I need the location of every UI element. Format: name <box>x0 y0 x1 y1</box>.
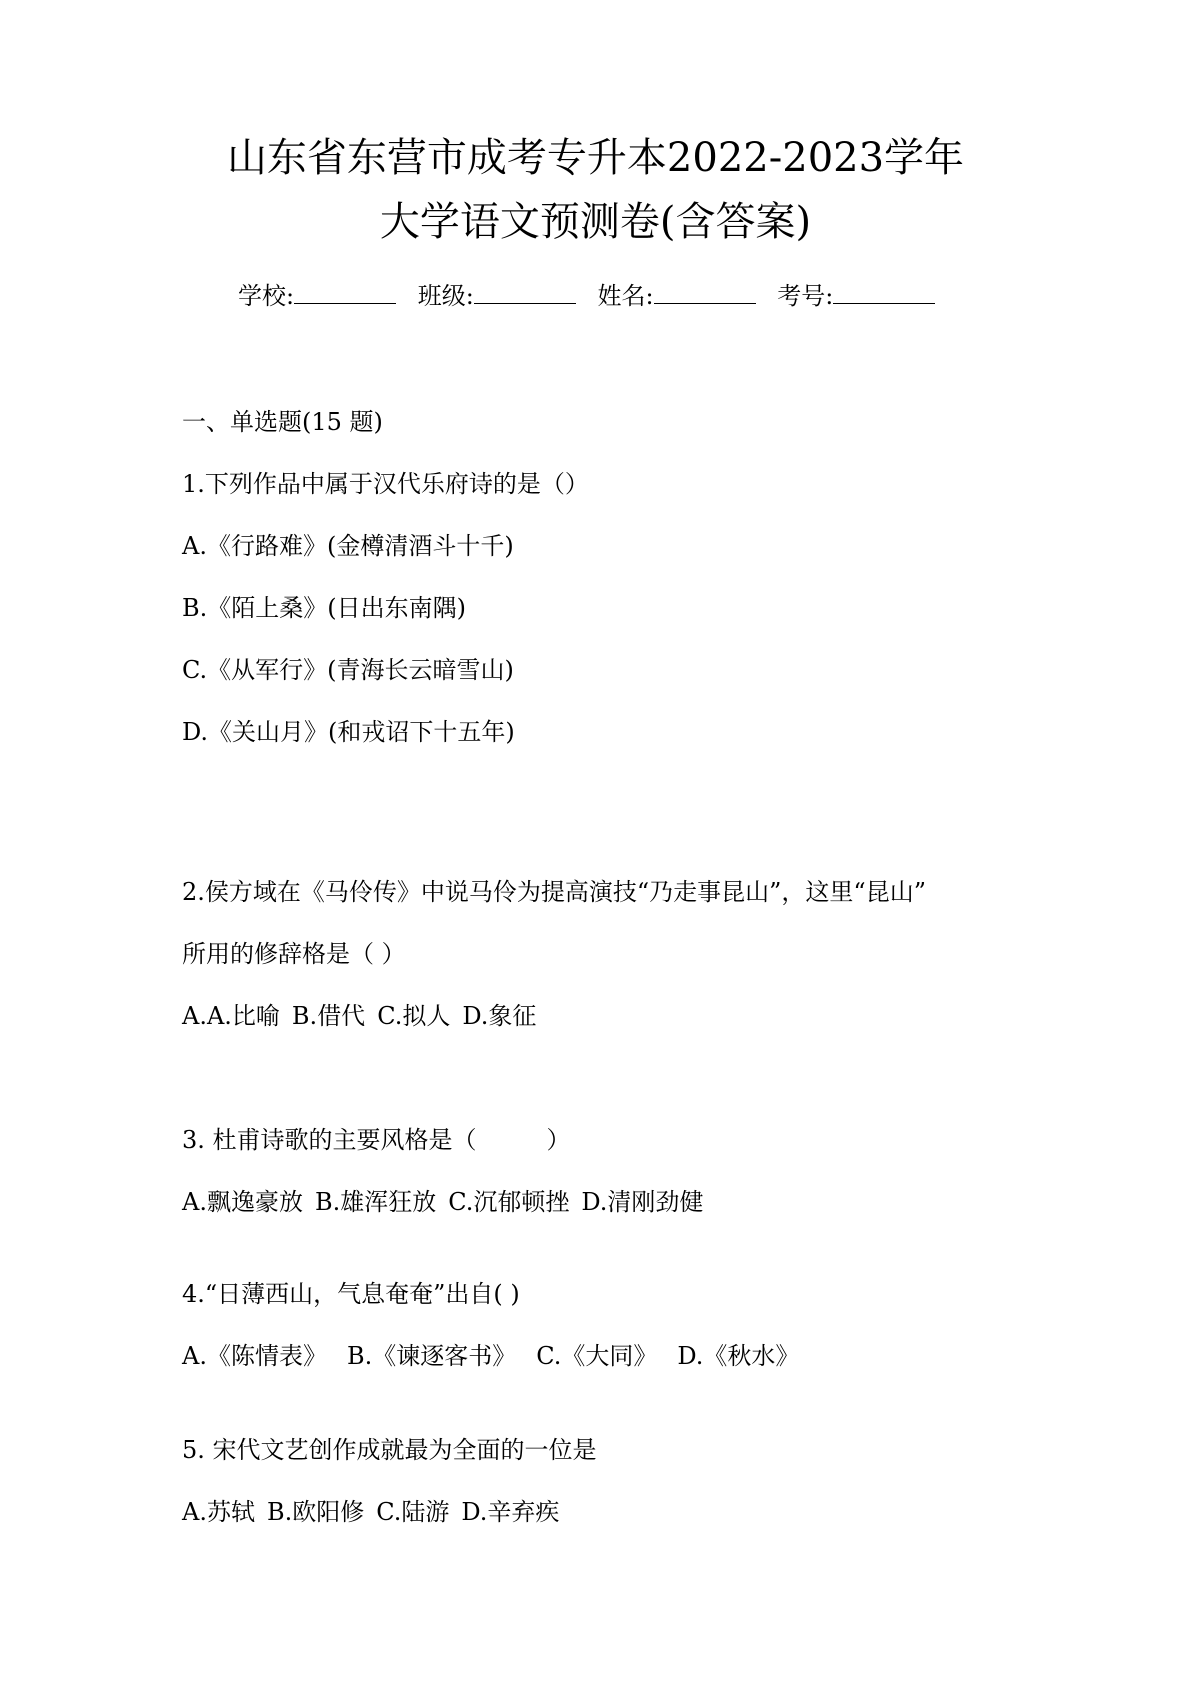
question-2-stem-line-2: 所用的修辞格是（ ） <box>182 940 406 968</box>
question-5-option-a: A.苏轼 <box>182 1498 255 1526</box>
document-title-line-1: 山东省东营市成考专升本2022-2023学年 <box>226 135 965 181</box>
question-4-stem: 4.“日薄西山，气息奄奄”出自( ) <box>182 1280 520 1308</box>
question-5-option-b: B.欧阳修 <box>266 1498 365 1526</box>
question-5-stem: 5. 宋代文艺创作成就最为全面的一位是 <box>182 1436 597 1464</box>
school-label: 学校: <box>238 282 295 310</box>
class-field <box>418 284 576 308</box>
question-2-option-c: C.拟人 <box>377 1002 451 1030</box>
question-2-stem-line-1: 2.侯方域在《马伶传》中说马伶为提高演技“乃走事昆山”，这里“昆山” <box>182 878 926 906</box>
name-label: 姓名: <box>597 282 654 310</box>
question-5-option-d: D.辛弃疾 <box>461 1498 560 1526</box>
exam-number-label: 考号: <box>777 282 834 310</box>
question-4-option-c: C.《大同》 <box>536 1342 658 1370</box>
question-1-option-a: A.《行路难》(金樽清酒斗十千) <box>182 532 514 560</box>
section-heading: 一、单选题(15 题) <box>182 408 383 436</box>
question-4-option-b: B.《谏逐客书》 <box>346 1342 517 1370</box>
question-2-option-d: D.象征 <box>462 1002 537 1030</box>
class-blank <box>474 302 576 304</box>
question-2-options <box>182 1004 536 1028</box>
question-2-option-b: B.借代 <box>291 1002 366 1030</box>
name-field <box>597 284 755 308</box>
question-3-stem <box>182 1128 571 1152</box>
document-title-line-2: 大学语文预测卷(含答案) <box>379 199 812 245</box>
exam-number-field <box>777 284 935 308</box>
question-1-stem: 1.下列作品中属于汉代乐府诗的是（） <box>182 470 589 498</box>
question-4-option-d: D.《秋水》 <box>677 1342 800 1370</box>
school-blank <box>294 302 396 304</box>
question-2-option-a: A.A.比喻 <box>182 1002 280 1030</box>
question-5-option-c: C.陆游 <box>376 1498 450 1526</box>
question-3-options <box>182 1190 703 1214</box>
question-3-option-d: D.清刚劲健 <box>581 1188 704 1216</box>
class-label: 班级: <box>417 282 474 310</box>
question-1-option-c: C.《从军行》(青海长云暗雪山) <box>182 656 514 684</box>
question-4-option-a: A.《陈情表》 <box>182 1342 327 1370</box>
question-3-option-a: A.飘逸豪放 <box>182 1188 303 1216</box>
exam-number-blank <box>833 302 935 304</box>
question-4-options <box>182 1344 799 1368</box>
question-1-option-b: B.《陌上桑》(日出东南隅) <box>182 594 466 622</box>
question-3-option-b: B.雄浑狂放 <box>314 1188 437 1216</box>
question-3-option-c: C.沉郁顿挫 <box>448 1188 570 1216</box>
name-blank <box>654 302 756 304</box>
question-1-option-d: D.《关山月》(和戎诏下十五年) <box>182 718 515 746</box>
student-info-row <box>238 284 949 308</box>
school-field <box>238 284 396 308</box>
question-3-stem-prefix: 3. 杜甫诗歌的主要风格是（ <box>182 1126 477 1154</box>
question-5-options <box>182 1500 559 1524</box>
question-3-stem-suffix: ） <box>546 1126 571 1154</box>
